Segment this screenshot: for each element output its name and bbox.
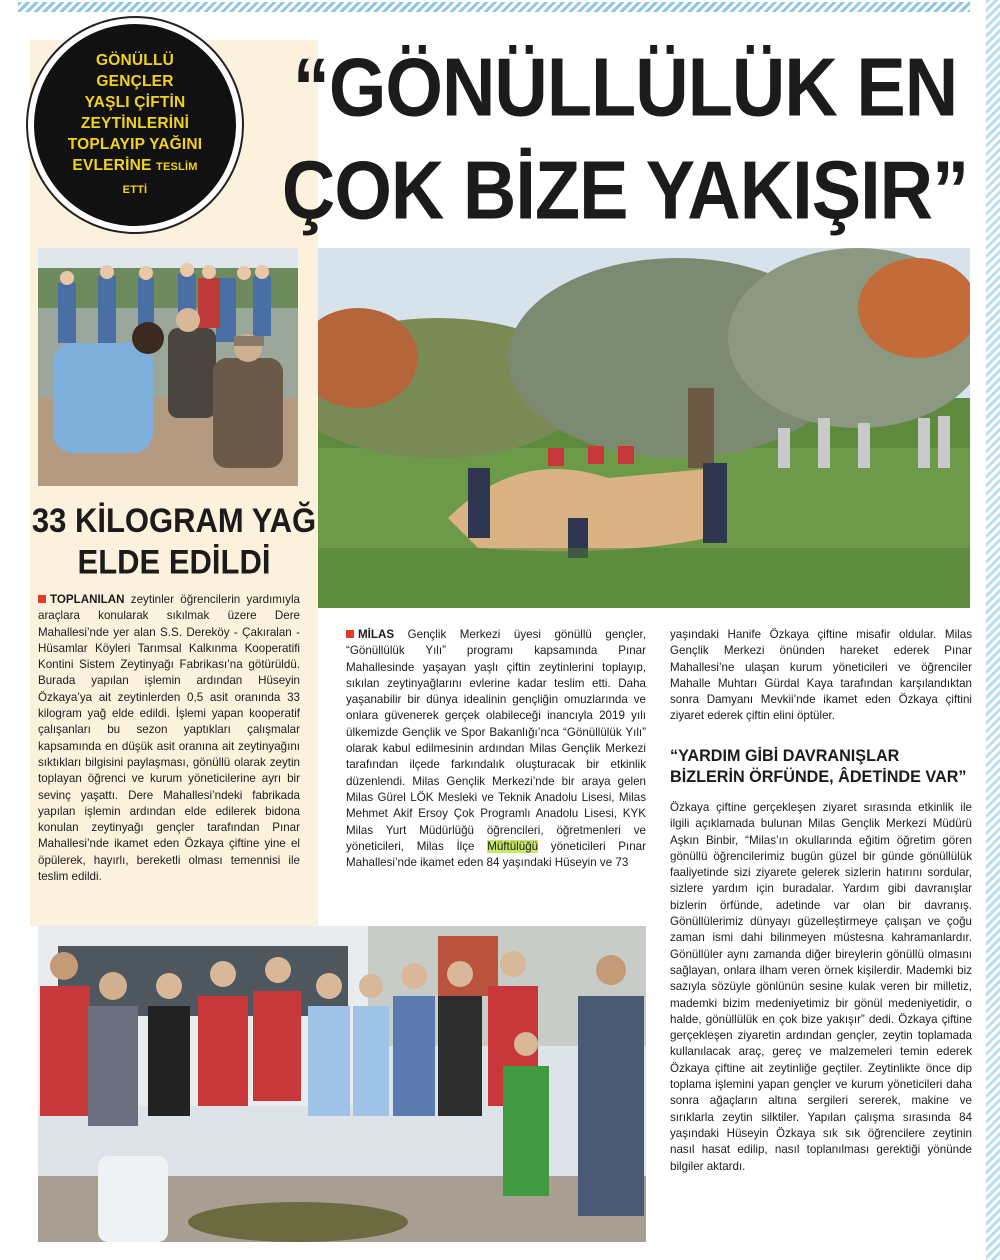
badge-line: TOPLAYIP YAĞINI xyxy=(67,135,203,153)
subhead-line-1: 33 KİLOGRAM YAĞ xyxy=(31,501,317,540)
lead-square-icon xyxy=(38,595,46,603)
badge-line-word: EVLERİNE xyxy=(72,156,152,174)
middle-article-body: Gençlik Merkezi üyesi gönüllü gençler, “Gönüllülük Yılı” programı kapsamında Pınar Mahallesinde yaşayan yaşlı çiftin zeytinlerini toplayıp, sıkılan zeytinyağlarını evlerine kadar teslim etti. Daha yaşanabilir bir dünya idealinin gençliğin omuzlarında ve onlara güvenerek gerçek olabileceği inancıyla 2019 yılı ülkemizde Gençlik ve Spor Bakanlığı’nca “Gönüllülük Yılı” olarak kabul edilmesinin ardından Milas Gençlik Merkezi tarafından ilçede farkındalık oluşturacak bir etkinlik düzenlendi. Milas Gençlik Merkezi’nde bir araya gelen Milas Gürel LÖK Mesleki ve Teknik Anadolu Lisesi, Milas Mehmet Akif Ersoy Çok Programlı Anadolu Lisesi, KYK Milas Yurt Müdürlüğü öğrencileri, öğretmenleri ve yöneticileri, Milas İlçe xyxy=(346,628,646,853)
badge-line xyxy=(72,155,197,178)
badge-line: ZEYTİNLERİNİ xyxy=(80,114,190,132)
left-article-lead: TOPLANILAN xyxy=(50,593,125,606)
section-subhead xyxy=(30,500,318,584)
subhead-line-2: ELDE EDİLDİ xyxy=(77,542,271,582)
badge-line: GÖNÜLLÜ xyxy=(95,51,175,69)
photo-olive-harvest xyxy=(318,248,970,608)
left-article xyxy=(38,592,300,885)
right-article-quote-body xyxy=(670,800,972,1175)
right-article-body: yaşındaki Hanife Özkaya çiftine misafir oldular. Milas Gençlik Merkezi önünden hareket ederek Pınar Mahallesi’ne ulaşan kurum yöneticileri ve öğrenciler Mahalle Muhtarı Gürdal Kaya tarafından karşılandıktan sonra Damyanı Mevkii’nde ikamet eden Özkaya çiftini ziyaret ederek çiftin elini öptüler. xyxy=(670,628,972,723)
photo-elderly-couple xyxy=(38,248,298,486)
left-article-body: zeytinler öğrencilerin yardımıyla araçlara konularak sıkılmak üzere Dere Mahallesi’nde yer alan S.S. Dereköy - Çakıralan - Hüsamlar Köyleri Tarımsal Kalkınma Kooperatifi Kontini Sistem Zeytinyağı Fabrikası’na götürüldü. Burada yapılan işlemin ardından Hüseyin Özkaya’ya ait zeytinlerden 0,5 asit oranında 33 kilogram yağ elde edildi. İşlemi yapan kooperatif çalışanları bu sezon yaptıkları çalışmalar kapsamında en düşük asit oranına ait zeytinyağını sıktıkları bilgisini paylaşması, gönüllü olarak zeytin toplayan öğrenci ve kurum yöneticilerine ayrı bir sevinç yaşattı. Dere Mahallesi’ndeki fabrikada yapılan işlemin ardından elde edilerek bidona konulan zeytinyağı gençler tarafından Pınar Mahallesi’nde ikamet eden Özkaya çiftine yine el öpülerek, hayırlı, bereketli olması temennisi ile teslim edildi. xyxy=(38,593,300,884)
badge-tail: ETTİ xyxy=(122,183,148,196)
right-article-intro xyxy=(670,627,972,725)
right-article-body-2: Özkaya çiftine gerçekleşen ziyaret sırasında etkinlik ile ilgili açıklamada bulunan Milas Gençlik Merkezi Müdürü Aşkın Binbir, “Milas’ın okullarında eğitim öğretim gören gönüllü öğrencilerimiz bugün güzel bir günde gönüllülük faaliyetinde sizi ziyarete gelerek sizlerin hatırını sordular, sizlere yardım için buradalar. Yardım gibi davranışlar bizlerin örfünde, adetinde var olan bir davranış. Gönüllülerimiz dünyayı güzelleştirmeye çalışan ve çoğu zaman ismi dahi bilinmeyen müstesna kahramanlardır. Gönüllüler aynı zamanda diğer bireylerin gönüllü olmasını sağlayan, onlara ilham veren örnek kişilerdir. Mademki biz sazıyla sözüyle gönlünün sesine kulak veren bir milletiz, mademki bizim medeniyetimiz bir gönül medeniyetidir, o halde, gönüllülük en çok bize yakışır” dedi. Özkaya çiftine gerçekleşen ziyaretin ardından gençler, zeytin toplamada kullanılacak araç, gereç ve malzemeleri temin ederek Özkaya çiftine ait zeytinliğe geçtiler. Zeytinlikte önce dip toplama işlemini yapan gençler ve kurum yöneticileri daha sonra ağaçların altına sergileri sererek, makine ve sırıklarla zeytin silktiler. Yapılan çalışma sırasında 84 yaşındaki Hüseyin Özkaya sık sık öğrencilere zeytinin nasıl hasat edilip, nasıl toplanılması gerektiği yönünde bilgiler aktardı. xyxy=(670,801,972,1173)
badge-line-small: TESLİM xyxy=(156,160,198,173)
highlighted-word: Müftülüğü xyxy=(487,839,539,853)
headline-line-2: ÇOK BİZE YAKIŞIR” xyxy=(281,143,969,237)
middle-article xyxy=(346,627,646,871)
photo-group xyxy=(38,926,646,1242)
top-decorative-stripe xyxy=(18,2,970,12)
badge-line xyxy=(123,178,148,201)
quote-heading: “YARDIM GİBİ DAVRANIŞLAR BİZLERİN ÖRFÜNDE, ÂDETİNDE VAR” xyxy=(670,747,967,786)
headline-badge xyxy=(28,18,242,232)
right-decorative-stripe xyxy=(986,0,1000,1260)
badge-line: GENÇLER xyxy=(96,72,174,90)
badge-line: YAŞLI ÇİFTİN xyxy=(84,93,186,111)
headline-line-1: “GÖNÜLLÜLÜK EN xyxy=(292,40,958,134)
lead-square-icon xyxy=(346,630,354,638)
page-headline xyxy=(270,36,980,242)
middle-article-body-end: yöneticileri Pınar Mahallesi’nde ikamet eden 84 yaşındaki Hüseyin ve 73 xyxy=(346,839,646,870)
middle-article-lead: MİLAS xyxy=(358,628,395,641)
